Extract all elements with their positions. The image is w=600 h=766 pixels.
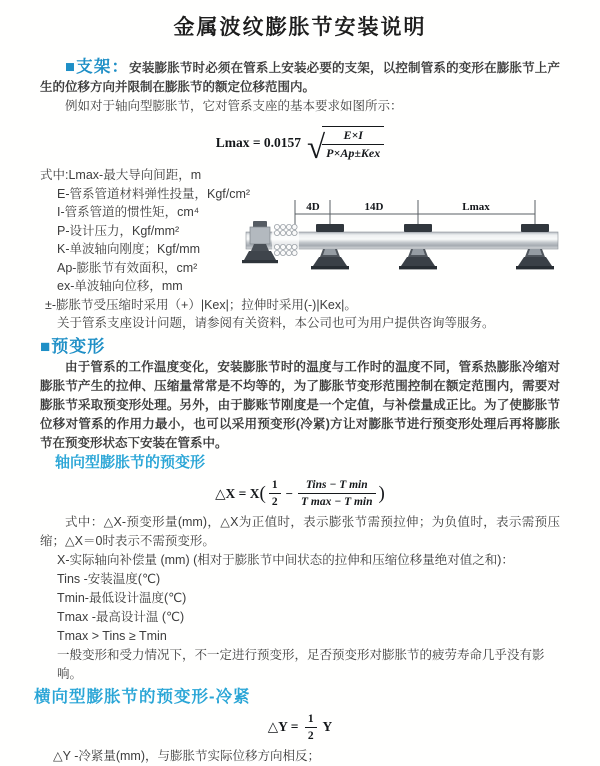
- variable-line: K-单波轴向刚度；Kgf/mm: [57, 242, 201, 256]
- fraction-one-half: [269, 478, 281, 509]
- formula-axial-predeform: [40, 477, 560, 511]
- fraction-temperature-ratio: [298, 478, 376, 509]
- dim-label-lmax: Lmax: [462, 201, 490, 213]
- fraction-denominator: P×Ap±Kex: [326, 145, 381, 160]
- fraction-numerator: E×I: [322, 127, 384, 145]
- axial-definition-lines: [40, 551, 560, 684]
- support-example-line: 例如对于轴向型膨胀节，它对管系支座的基本要求如图所示：: [65, 99, 403, 113]
- lateral-note: △Y -冷紧量(mm)，与膨胀节实际位移方向相反；: [53, 748, 321, 763]
- variable-line: P-设计压力，Kgf/mm²: [57, 223, 180, 238]
- support-section-header: ■支架：: [65, 58, 130, 76]
- dim-label-14d: 14D: [364, 201, 384, 213]
- predeform-body: 由于管系的工作温度变化，安装膨胀节时的温度与工作时的温度不同，管系热膨胀冷缩对膨胀节产生的拉伸、压缩量常常是不均等的，为了膨胀节变形范围控制在额定范围内，需要对膨胀节采取预变形处理。另外，由于膨账节刚度是一个定值，与补偿量成正比。为了使膨胀节位移对管系的作用力最小，也可以采用预变形(冷紧)方让对膨胀节进行预变形处理后再将膨胀节在预变形状态下安装在管系中。: [40, 359, 560, 450]
- definition-line: Tins -安装温度(℃): [57, 571, 161, 586]
- fraction-numerator: Tins − T min: [298, 478, 376, 494]
- close-paren: ): [378, 483, 385, 504]
- definition-line: Tmax > Tins ≥ Tmin: [57, 628, 167, 643]
- variable-line: I-管系管道的惯性矩，cm⁴: [57, 205, 200, 219]
- support-formula-and-diagram-region: [40, 124, 560, 333]
- fraction-one-half: [305, 712, 317, 743]
- variable-line: Ap-膨胀节有效面积，cm²: [57, 260, 198, 275]
- predeform-section-header: ■预变形: [40, 336, 106, 356]
- variable-line: 式中:Lmax-最大导向间距，m: [40, 168, 202, 182]
- fraction-denominator: 2: [271, 496, 278, 508]
- lateral-subsection-header: 横向型膨胀节的预变形-冷紧: [34, 687, 251, 706]
- open-paren: (: [259, 483, 266, 504]
- definition-line: 一般变形和受力情况下，不一定进行预变形，足否预变形对膨胀节的疲劳寿命几乎没有影响。: [57, 647, 545, 681]
- definition-line: X-实际轴向补偿量 (mm) (相对于膨胀节中间状态的拉伸和压缩位移量绝对值之和)：: [57, 552, 514, 567]
- formula-lateral-rhs: Y: [319, 719, 333, 734]
- dim-label-4d: 4D: [306, 201, 320, 213]
- fraction-numerator: 1: [305, 712, 317, 728]
- variable-line: ex-单波轴向位移，mm: [57, 279, 183, 293]
- support-note: 关于管系支座设计问题，请参阅有关资料，本公司也可为用户提供咨询等服务。: [57, 316, 495, 330]
- fraction-numerator: 1: [269, 478, 281, 494]
- minus-operator: −: [285, 485, 293, 501]
- variable-line: E-管系管道材料弹性投量，Kgf/cm²: [57, 186, 251, 201]
- formula-lmax-fraction: [322, 126, 384, 161]
- formula-axial-lhs: △X = X: [215, 485, 260, 501]
- formula-lmax: [40, 124, 560, 166]
- support-intro-paragraph: [40, 58, 560, 97]
- axial-explain-paragraph: 式中：△X-预变形量(mm)，△X为正值时，表示膨张节需预拉伸；为负值时，表示需预压缩；△X＝0时表示不需预变形。: [40, 514, 560, 548]
- definition-line: Tmin-最低设计温度(℃): [57, 590, 187, 605]
- radical-sign: √: [307, 129, 326, 166]
- bellows: [272, 224, 299, 255]
- formula-lateral-coldpull: [40, 712, 560, 743]
- definition-line: Tmax -最高设计温 (℃): [57, 609, 185, 624]
- formula-lateral-lhs: △Y =: [267, 719, 302, 734]
- pipe-support-diagram: [233, 195, 565, 273]
- axial-subsection-header: 轴向型膨胀节的预变形: [55, 453, 206, 471]
- variable-line: ±-膨胀节受压缩时采用（+）|Kex|；拉伸时采用(-)|Kex|。: [45, 297, 357, 312]
- fraction-denominator: 2: [307, 729, 314, 742]
- support-intro-text: 安装膨胀节时必须在管系上安装必要的支架，以控制管系的变形在膨胀节上产生的位移方向并限制在膨胀节的额定位移范围内。: [40, 61, 560, 94]
- document-page: [0, 14, 600, 766]
- page-title: 金属波纹膨胀节安装说明: [173, 16, 427, 39]
- formula-lmax-lhs: Lmax = 0.0157: [215, 135, 302, 150]
- fraction-denominator: T max − T min: [301, 496, 373, 508]
